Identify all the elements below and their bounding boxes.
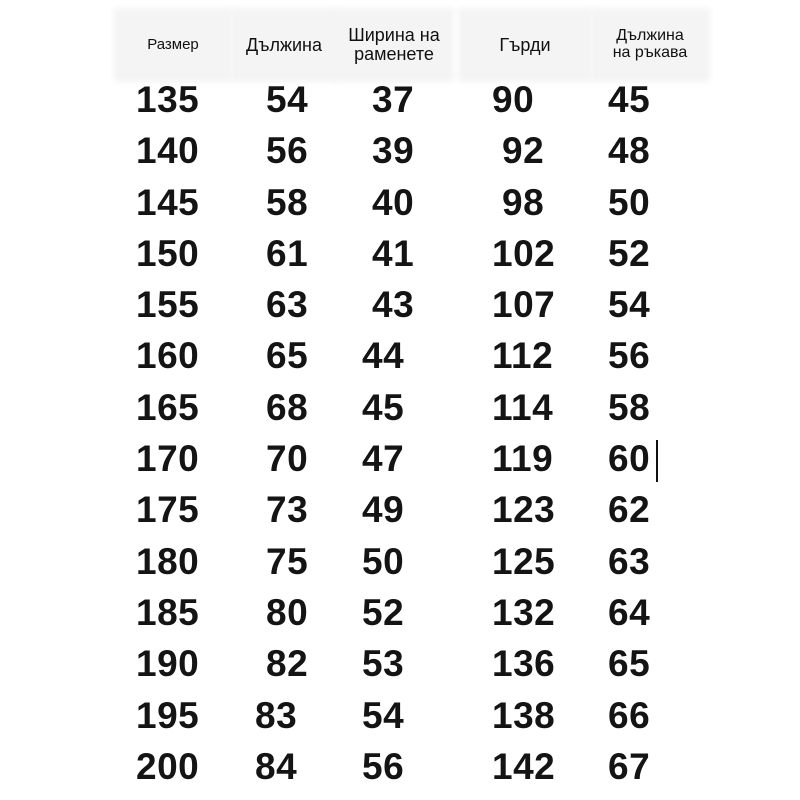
cell-chest: 90 — [492, 79, 535, 120]
cell-chest: 142 — [492, 745, 556, 787]
cell-chest: 123 — [492, 489, 556, 531]
table-row — [0, 741, 800, 792]
cell-sleeve: 45 — [608, 79, 651, 120]
cell-shoulder: 45 — [362, 386, 405, 428]
header-size: Размер — [118, 12, 228, 78]
cell-shoulder: 37 — [372, 79, 415, 120]
cell-shoulder: 44 — [362, 335, 405, 377]
cell-shoulder: 43 — [372, 284, 415, 326]
cell-length: 84 — [255, 745, 298, 787]
header-sleeve: Дължина на ръкава — [594, 12, 706, 78]
cell-shoulder: 53 — [362, 643, 405, 685]
table-row — [0, 330, 800, 381]
cell-sleeve: 65 — [608, 643, 651, 685]
cell-sleeve: 56 — [608, 335, 651, 377]
cell-size: 200 — [136, 745, 200, 787]
table-row — [0, 690, 800, 741]
cell-sleeve: 60 — [608, 438, 651, 480]
cell-size: 160 — [136, 335, 200, 377]
cell-shoulder: 54 — [362, 694, 405, 736]
cell-sleeve: 48 — [608, 130, 651, 172]
cell-length: 73 — [266, 489, 309, 531]
cell-chest: 98 — [502, 181, 545, 223]
cell-chest: 125 — [492, 540, 556, 582]
cell-shoulder: 40 — [372, 181, 415, 223]
table-row — [0, 433, 800, 484]
table-row — [0, 228, 800, 279]
size-table — [0, 74, 800, 792]
cell-chest: 102 — [492, 232, 556, 274]
cell-chest: 92 — [502, 130, 545, 172]
cell-sleeve: 52 — [608, 232, 651, 274]
table-row — [0, 587, 800, 638]
cell-chest: 112 — [492, 335, 554, 377]
cell-sleeve: 64 — [608, 591, 651, 633]
cell-size: 135 — [136, 79, 200, 120]
cell-sleeve: 58 — [608, 386, 651, 428]
cell-length: 75 — [266, 540, 309, 582]
table-row — [0, 484, 800, 535]
cell-shoulder: 56 — [362, 745, 405, 787]
table-row — [0, 382, 800, 433]
table-row — [0, 638, 800, 689]
cell-shoulder: 49 — [362, 489, 405, 531]
cell-length: 58 — [266, 181, 309, 223]
cell-sleeve: 63 — [608, 540, 651, 582]
cell-chest: 136 — [492, 643, 556, 685]
cell-chest: 138 — [492, 694, 556, 736]
cell-shoulder: 41 — [372, 232, 415, 274]
cell-length: 83 — [255, 694, 298, 736]
header-chest: Гърди — [462, 12, 588, 78]
cell-shoulder: 52 — [362, 591, 405, 633]
cell-chest: 119 — [492, 438, 554, 480]
cell-size: 180 — [136, 540, 200, 582]
cell-sleeve: 62 — [608, 489, 651, 531]
table-row — [0, 74, 800, 125]
cell-size: 170 — [136, 438, 200, 480]
header-shoulder: Ширина на раменете — [338, 12, 450, 78]
cell-length: 70 — [266, 438, 309, 480]
cell-length: 80 — [266, 591, 309, 633]
table-row — [0, 177, 800, 228]
cell-length: 61 — [266, 232, 309, 274]
cell-size: 145 — [136, 181, 200, 223]
cell-length: 68 — [266, 386, 309, 428]
cell-length: 65 — [266, 335, 309, 377]
table-row — [0, 125, 800, 176]
cell-sleeve: 54 — [608, 284, 651, 326]
cell-shoulder: 50 — [362, 540, 405, 582]
cell-size: 150 — [136, 232, 200, 274]
table-row — [0, 279, 800, 330]
cell-size: 155 — [136, 284, 200, 326]
cell-length: 82 — [266, 643, 309, 685]
cell-chest: 114 — [492, 386, 554, 428]
cell-chest: 132 — [492, 591, 556, 633]
cell-chest: 107 — [492, 284, 556, 326]
cell-size: 190 — [136, 643, 200, 685]
cell-size: 165 — [136, 386, 200, 428]
cell-length: 63 — [266, 284, 309, 326]
cell-sleeve: 66 — [608, 694, 651, 736]
cell-size: 185 — [136, 591, 200, 633]
cell-size: 195 — [136, 694, 200, 736]
cell-size: 175 — [136, 489, 200, 531]
cell-size: 140 — [136, 130, 200, 172]
cell-sleeve: 67 — [608, 745, 651, 787]
cell-shoulder: 47 — [362, 438, 405, 480]
cell-sleeve: 50 — [608, 181, 651, 223]
cell-length: 56 — [266, 130, 309, 172]
table-row — [0, 536, 800, 587]
header-length: Дължина — [234, 12, 334, 78]
cell-shoulder: 39 — [372, 130, 415, 172]
text-cursor — [656, 440, 658, 482]
cell-length: 54 — [266, 79, 309, 120]
